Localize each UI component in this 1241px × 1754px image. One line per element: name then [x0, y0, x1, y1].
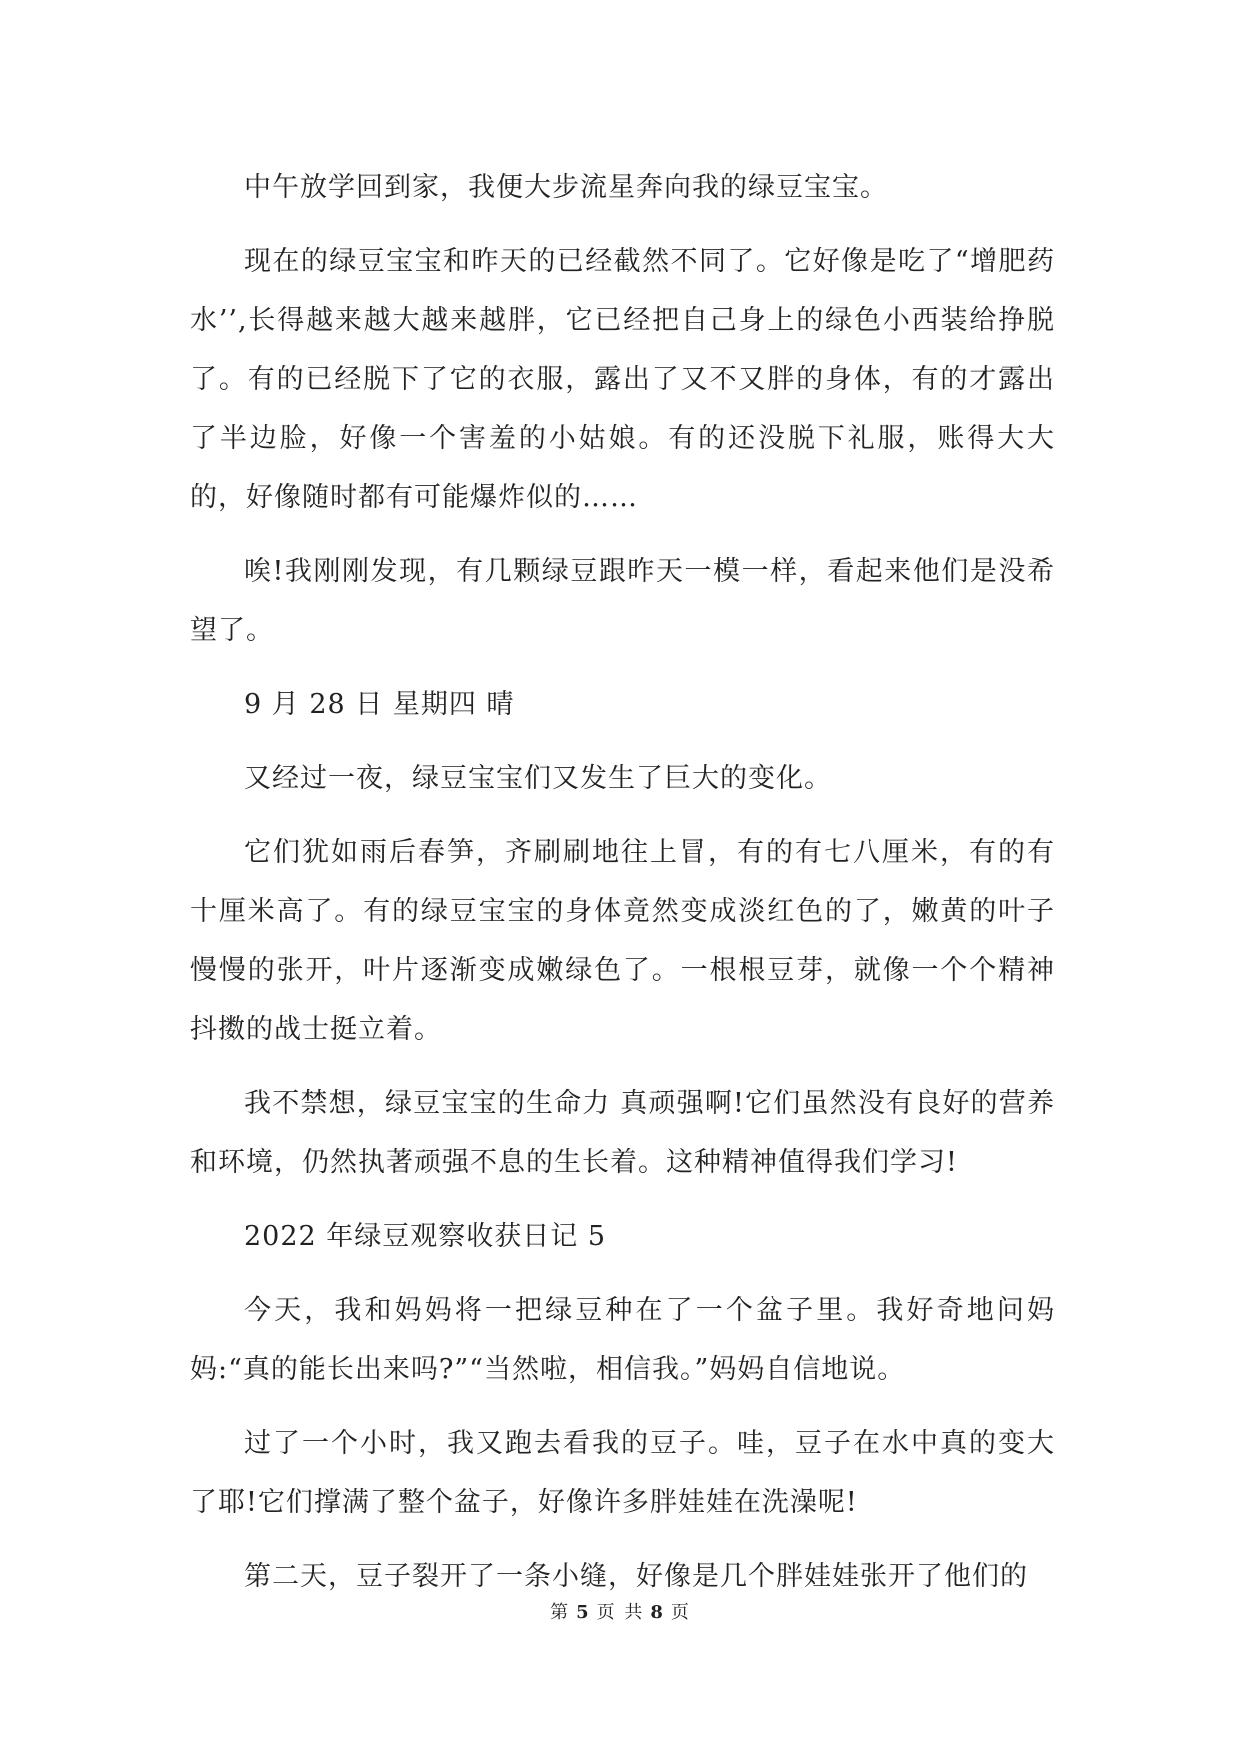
total-page-number: 8: [650, 1602, 665, 1623]
footer-middle: 页 共: [596, 1602, 645, 1623]
paragraph: 唉!我刚刚发现，有几颗绿豆跟昨天一模一样，看起来他们是没希望了。: [190, 556, 1055, 646]
section-title: 2022 年绿豆观察收获日记 5: [244, 1221, 607, 1252]
document-body: [190, 158, 1055, 1621]
paragraph: 今天，我和妈妈将一把绿豆种在了一个盆子里。我好奇地问妈妈:“真的能长出来吗?”“当然啦，相信我。”妈妈自信地说。: [190, 1295, 1055, 1385]
paragraph: 它们犹如雨后春笋，齐刷刷地往上冒，有的有七八厘米，有的有十厘米高了。有的绿豆宝宝的身体竟然变成淡红色的了，嫩黄的叶子慢慢的张开，叶片逐渐变成嫩绿色了。一根根豆芽，就像一个个精神抖擞的战士挺立着。: [190, 837, 1055, 1045]
paragraph: 我不禁想，绿豆宝宝的生命力 真顽强啊!它们虽然没有良好的营养和环境，仍然执著顽强不息的生长着。这种精神值得我们学习!: [190, 1088, 1055, 1178]
page-footer: [0, 1598, 1241, 1624]
footer-suffix: 页: [670, 1602, 691, 1623]
footer-prefix: 第: [550, 1602, 571, 1623]
current-page-number: 5: [576, 1602, 591, 1623]
paragraph: 过了一个小时，我又跑去看我的豆子。哇，豆子在水中真的变大了耶!它们撑满了整个盆子，好像许多胖娃娃在洗澡呢!: [190, 1428, 1055, 1518]
paragraph: 第二天，豆子裂开了一条小缝，好像是几个胖娃娃张开了他们的: [244, 1561, 1028, 1592]
date-heading: 9 月 28 日 星期四 晴: [244, 689, 515, 720]
paragraph: 中午放学回到家，我便大步流星奔向我的绿豆宝宝。: [244, 172, 888, 203]
paragraph: 又经过一夜，绿豆宝宝们又发生了巨大的变化。: [244, 763, 832, 794]
paragraph: 现在的绿豆宝宝和昨天的已经截然不同了。它好像是吃了“增肥药水’’,长得越来越大越来越胖，它已经把自己身上的绿色小西装给挣脱了。有的已经脱下了它的衣服，露出了又不又胖的身体，有的才露出了半边脸，好像一个害羞的小姑娘。有的还没脱下礼服，账得大大的，好像随时都有可能爆炸似的……: [190, 246, 1055, 513]
